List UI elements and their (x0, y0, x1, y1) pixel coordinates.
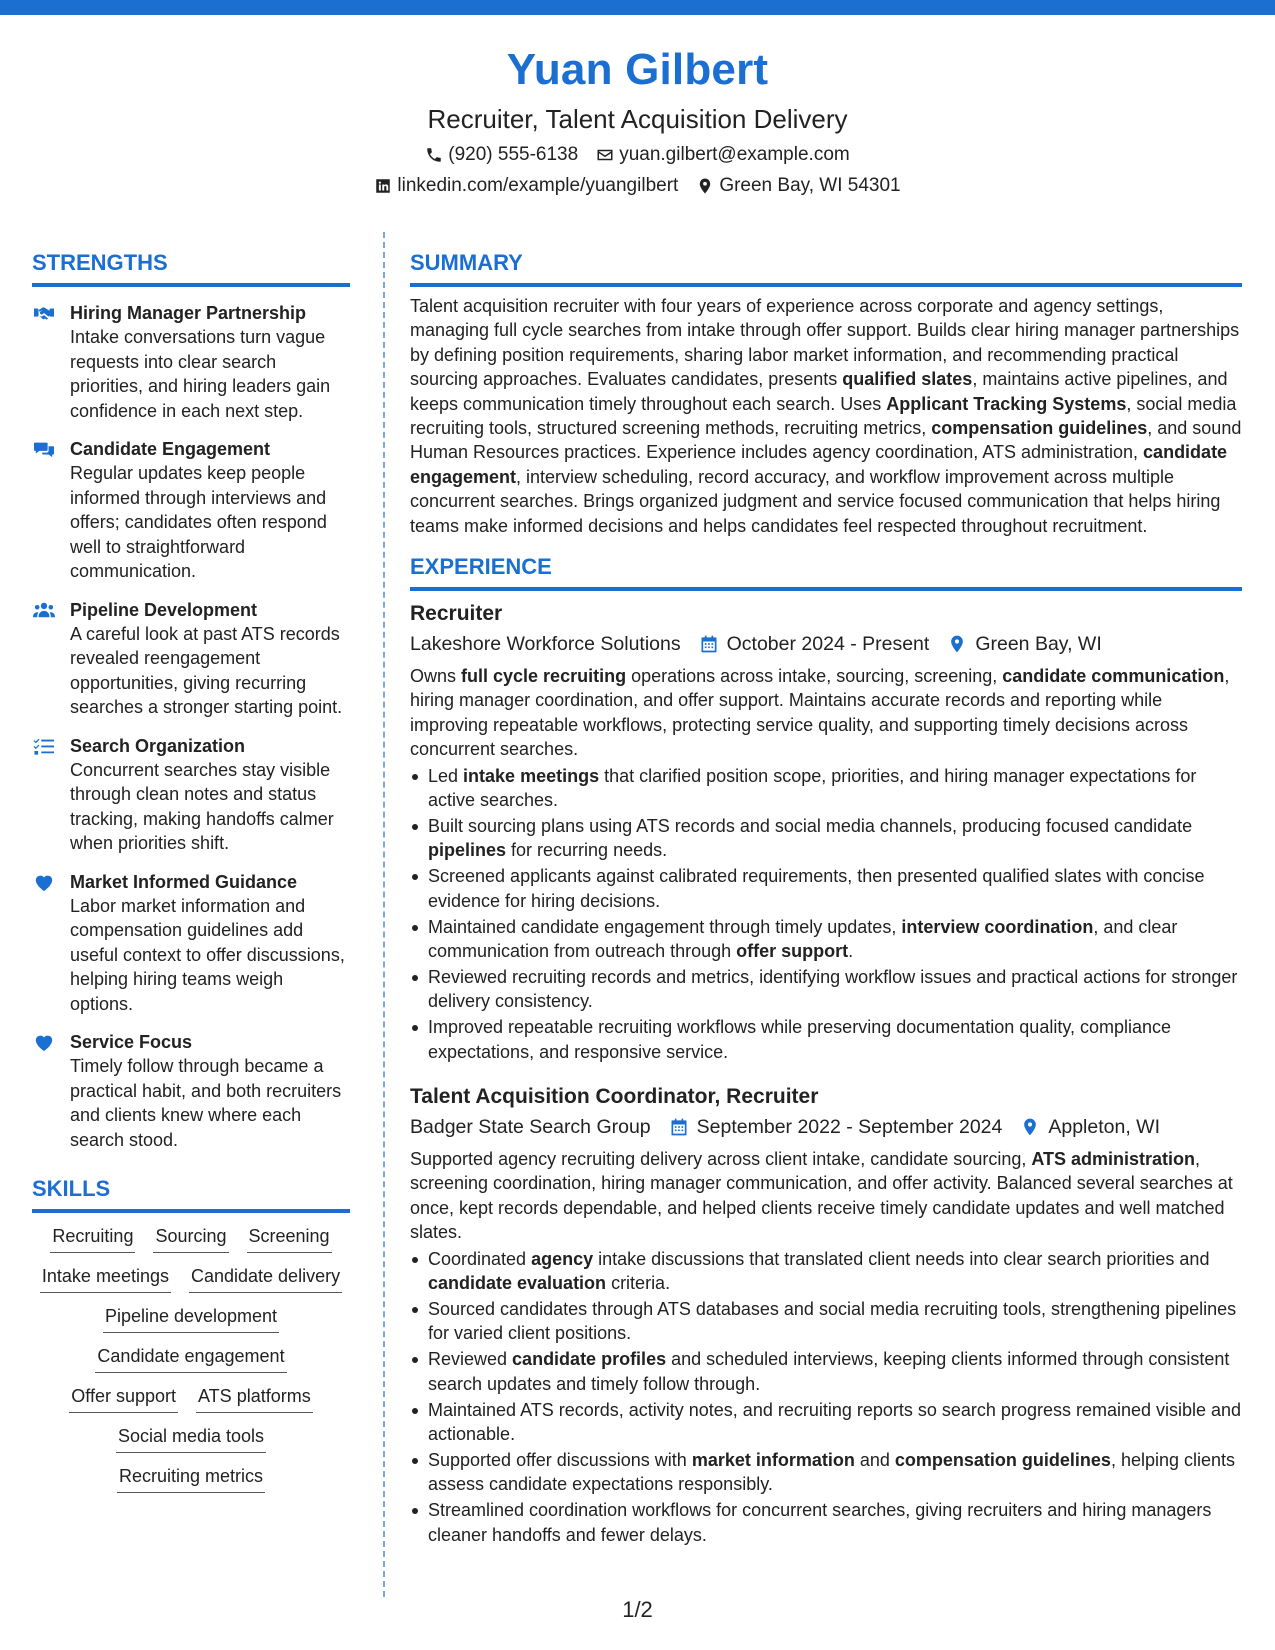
contact-phone[interactable] (425, 142, 578, 168)
right-column (410, 248, 1242, 1547)
job-dates: September 2022 - September 2024 (696, 1116, 1003, 1139)
page-number: 1/2 (622, 1597, 653, 1622)
text-run: , maintains active pipelines, and keeps communication timely throughout each search. Uses (410, 369, 1228, 414)
job-bullet (410, 864, 1242, 913)
company-name: Lakeshore Workforce Solutions (410, 633, 681, 656)
bold-keyword: agency (531, 1248, 594, 1269)
strength-description: A careful look at past ATS records revealed reengagement opportunities, giving recurring searches a stronger starting point. (70, 623, 343, 717)
candidate-name: Yuan Gilbert (506, 45, 769, 94)
job-entry (410, 599, 1242, 1064)
strength-name: Pipeline Development (70, 599, 258, 620)
text-run: Maintained ATS records, activity notes, and recruiting reports so search progress remained visible and actionable. (428, 1399, 1242, 1445)
bold-keyword: interview coordination (901, 916, 1094, 937)
strength-description: Intake conversations turn vague requests into clear search priorities, and hiring leaders gain confidence in each next step. (70, 327, 331, 421)
calendar-icon (669, 1117, 689, 1137)
map-pin-icon (1020, 1117, 1040, 1137)
text-run: , hiring manager coordination, and offer support. Maintains accurate records and reporting while improving repeatable workflows, protecting service quality, and supporting timely decisions across concurrent searches. (410, 666, 1230, 760)
text-run: Maintained candidate engagement through timely updates, (428, 916, 902, 937)
text-run: Built sourcing plans using ATS records and social media channels, producing focused candidate (428, 816, 1193, 836)
bold-keyword: qualified slates (842, 369, 973, 390)
skills-list (32, 1223, 350, 1493)
bold-keyword: market information (691, 1449, 855, 1470)
text-run: Streamlined coordination workflows for concurrent searches, giving recruiters and hiring managers cleaner handoffs and fewer delays. (428, 1500, 1212, 1545)
bold-keyword: candidate profiles (512, 1349, 667, 1370)
list-check-icon (32, 736, 56, 756)
job-description (410, 1147, 1242, 1245)
text-run: operations across intake, sourcing, screening, (626, 666, 1003, 687)
text-run: , and clear communication from outreach through (428, 916, 1178, 962)
skill-row (32, 1463, 350, 1493)
location-text: Green Bay, WI 54301 (719, 175, 901, 196)
text-run: intake discussions that translated client needs into clear search priorities and (593, 1248, 1210, 1269)
strength-name: Service Focus (70, 1032, 193, 1052)
strength-description: Regular updates keep people informed through interviews and offers; candidates often respond well to straightforward communication. (70, 463, 327, 581)
text-run: . (848, 941, 854, 962)
skill-tag: ATS platforms (196, 1383, 313, 1413)
text-run: Talent acquisition recruiter with four years of experience across corporate and agency settings, managing full cycle searches from intake through offer support. Builds clear hiring manager partnerships by defining position requirements, sharing labor market information, and recommending practical sourcing approaches. Evaluates candidates, presents (410, 296, 1240, 390)
calendar-icon (699, 634, 719, 654)
contact-email[interactable] (596, 142, 850, 168)
company-name: Badger State Search Group (410, 1116, 651, 1139)
contact-row-2 (0, 173, 1275, 199)
strength-body (70, 734, 350, 856)
skill-tag: Pipeline development (103, 1303, 279, 1333)
strength-item (32, 870, 350, 1017)
text-run: Coordinated (428, 1248, 532, 1269)
job-bullet (410, 915, 1242, 964)
bold-keyword: pipelines (428, 840, 507, 861)
strength-body (70, 598, 350, 720)
job-title: Talent Acquisition Coordinator, Recruiter (410, 1085, 819, 1109)
skill-row (32, 1263, 350, 1293)
bold-keyword: candidate evaluation (428, 1273, 607, 1294)
job-meta (410, 630, 1242, 658)
text-run: Owns (410, 666, 462, 687)
strength-icon-wrap (32, 870, 70, 1017)
bold-keyword: compensation guidelines (931, 418, 1148, 439)
users-icon (32, 600, 56, 620)
job-entry (410, 1082, 1242, 1547)
skill-tag: Screening (247, 1223, 332, 1253)
job-bullet (410, 764, 1242, 813)
strength-name: Search Organization (70, 735, 246, 756)
strength-item (32, 734, 350, 856)
strength-name: Candidate Engagement (70, 439, 271, 459)
strength-item (32, 1030, 350, 1152)
text-run: that clarified position scope, priorities, and hiring manager expectations for active searches. (428, 765, 1197, 811)
strengths-list (32, 301, 350, 1152)
skill-row (32, 1343, 350, 1373)
job-bullets (410, 764, 1242, 1064)
handshake-icon (32, 303, 56, 323)
candidate-title: Recruiter, Talent Acquisition Delivery (427, 104, 848, 134)
column-divider (383, 232, 385, 1597)
strength-body (70, 870, 350, 1017)
summary-text (410, 294, 1242, 538)
strength-body (70, 1030, 350, 1152)
summary-heading: SUMMARY (410, 248, 1242, 287)
skill-row (32, 1303, 350, 1333)
phone-text: (920) 555-6138 (448, 144, 579, 165)
job-bullet (410, 1015, 1242, 1064)
text-run: , helping clients assess candidate expectations responsibly. (428, 1449, 1236, 1495)
job-bullet (410, 1398, 1242, 1447)
heart-icon (32, 872, 56, 892)
skill-row (32, 1423, 350, 1453)
strength-description: Timely follow through became a practical habit, and both recruiters and clients knew where each search stood. (70, 1056, 342, 1150)
text-run: Reviewed recruiting records and metrics, identifying workflow issues and practical actions for stronger delivery consistency. (428, 966, 1238, 1012)
strength-item (32, 301, 350, 423)
contact-location (696, 173, 900, 199)
comments-icon (32, 439, 56, 459)
text-run: Sourced candidates through ATS databases and social media recruiting tools, strengthening pipelines for varied client positions. (428, 1299, 1237, 1344)
text-run: criteria. (606, 1273, 671, 1294)
bold-keyword: intake meetings (463, 765, 600, 786)
text-run: for recurring needs. (506, 840, 668, 861)
job-meta (410, 1113, 1242, 1141)
text-run: Improved repeatable recruiting workflows while preserving documentation quality, compliance expectations, and responsive service. (428, 1017, 1172, 1062)
text-run: Reviewed (428, 1349, 513, 1370)
job-bullet (410, 1297, 1242, 1346)
bold-keyword: candidate communication (1002, 666, 1225, 687)
map-pin-icon (696, 177, 714, 195)
strength-name: Hiring Manager Partnership (70, 303, 307, 323)
bold-keyword: ATS administration (1031, 1149, 1196, 1170)
strength-description: Labor market information and compensation guidelines add useful context to offer discussions, helping hiring teams weigh options. (70, 895, 345, 1014)
skill-tag: Social media tools (116, 1423, 266, 1453)
text-run: , and sound Human Resources practices. Experience includes agency coordination, ATS administration, (410, 418, 1242, 463)
heart-icon (32, 1032, 56, 1052)
strength-icon-wrap (32, 598, 70, 720)
strength-body (70, 301, 350, 423)
bold-keyword: candidate engagement (410, 442, 1228, 487)
experience-heading: EXPERIENCE (410, 552, 1242, 591)
job-bullets (410, 1247, 1242, 1547)
skill-row (32, 1223, 350, 1253)
contact-linkedin[interactable] (374, 173, 678, 199)
job-bullet (410, 1498, 1242, 1547)
text-run: Led (428, 765, 464, 786)
bold-keyword: compensation guidelines (894, 1449, 1111, 1470)
job-bullet (410, 1247, 1242, 1296)
job-dates: October 2024 - Present (726, 633, 930, 656)
skill-tag: Offer support (69, 1383, 178, 1413)
skill-tag: Recruiting (50, 1223, 135, 1253)
skill-tag: Candidate engagement (95, 1343, 286, 1373)
strength-icon-wrap (32, 1030, 70, 1152)
text-run: , screening coordination, hiring manager communication, and offer activity. Balanced several searches at once, kept records dependable, and helped clients receive timely candidate updates and well matched slates. (410, 1149, 1233, 1243)
envelope-icon (596, 146, 614, 164)
strength-description: Concurrent searches stay visible through clean notes and status tracking, making handoffs calmer when priorities shift. (70, 759, 334, 853)
linkedin-text: linkedin.com/example/yuangilbert (397, 175, 679, 196)
skill-tag: Candidate delivery (189, 1263, 342, 1293)
text-run: Supported agency recruiting delivery across client intake, candidate sourcing, (410, 1149, 1032, 1170)
skill-tag: Sourcing (153, 1223, 228, 1253)
job-location: Appleton, WI (1048, 1116, 1160, 1139)
skill-tag: Intake meetings (40, 1263, 171, 1293)
job-bullet (410, 1347, 1242, 1396)
text-run: and (854, 1449, 895, 1470)
text-run: and scheduled interviews, keeping clients informed through consistent search updates and timely follow through. (428, 1349, 1230, 1394)
job-description (410, 664, 1242, 762)
phone-icon (425, 146, 443, 164)
strength-icon-wrap (32, 301, 70, 423)
text-run: , interview scheduling, record accuracy, and workflow improvement across multiple concurrent searches. Brings organized judgment and service focused communication that helps hiring teams make informed decisions and helps candidates feel respected throughout recruitment. (410, 466, 1221, 536)
job-title: Recruiter (410, 602, 503, 626)
bold-keyword: full cycle recruiting (461, 666, 627, 687)
left-column (32, 248, 350, 1493)
text-run: , social media recruiting tools, structured screening methods, recruiting metrics, (410, 393, 1237, 439)
map-pin-icon (947, 634, 967, 654)
job-bullet (410, 965, 1242, 1014)
strengths-heading: STRENGTHS (32, 248, 350, 287)
job-location: Green Bay, WI (975, 633, 1102, 656)
experience-list (410, 599, 1242, 1547)
skills-heading: SKILLS (32, 1174, 350, 1213)
strength-body (70, 437, 350, 584)
text-run: Screened applicants against calibrated requirements, then presented qualified slates with concise evidence for hiring decisions. (428, 866, 1205, 911)
bold-keyword: Applicant Tracking Systems (886, 393, 1127, 414)
resume-header (0, 40, 1275, 199)
bold-keyword: offer support (736, 941, 849, 962)
linkedin-icon (374, 177, 392, 195)
contact-row-1 (0, 142, 1275, 168)
skill-tag: Recruiting metrics (117, 1463, 265, 1493)
text-run: Supported offer discussions with (428, 1449, 692, 1470)
email-text: yuan.gilbert@example.com (619, 144, 850, 165)
strength-icon-wrap (32, 734, 70, 856)
strength-item (32, 437, 350, 584)
job-bullet (410, 814, 1242, 863)
strength-name: Market Informed Guidance (70, 871, 298, 892)
strength-item (32, 598, 350, 720)
top-accent-bar (0, 0, 1275, 15)
strength-icon-wrap (32, 437, 70, 584)
skill-row (32, 1383, 350, 1413)
job-bullet (410, 1448, 1242, 1497)
